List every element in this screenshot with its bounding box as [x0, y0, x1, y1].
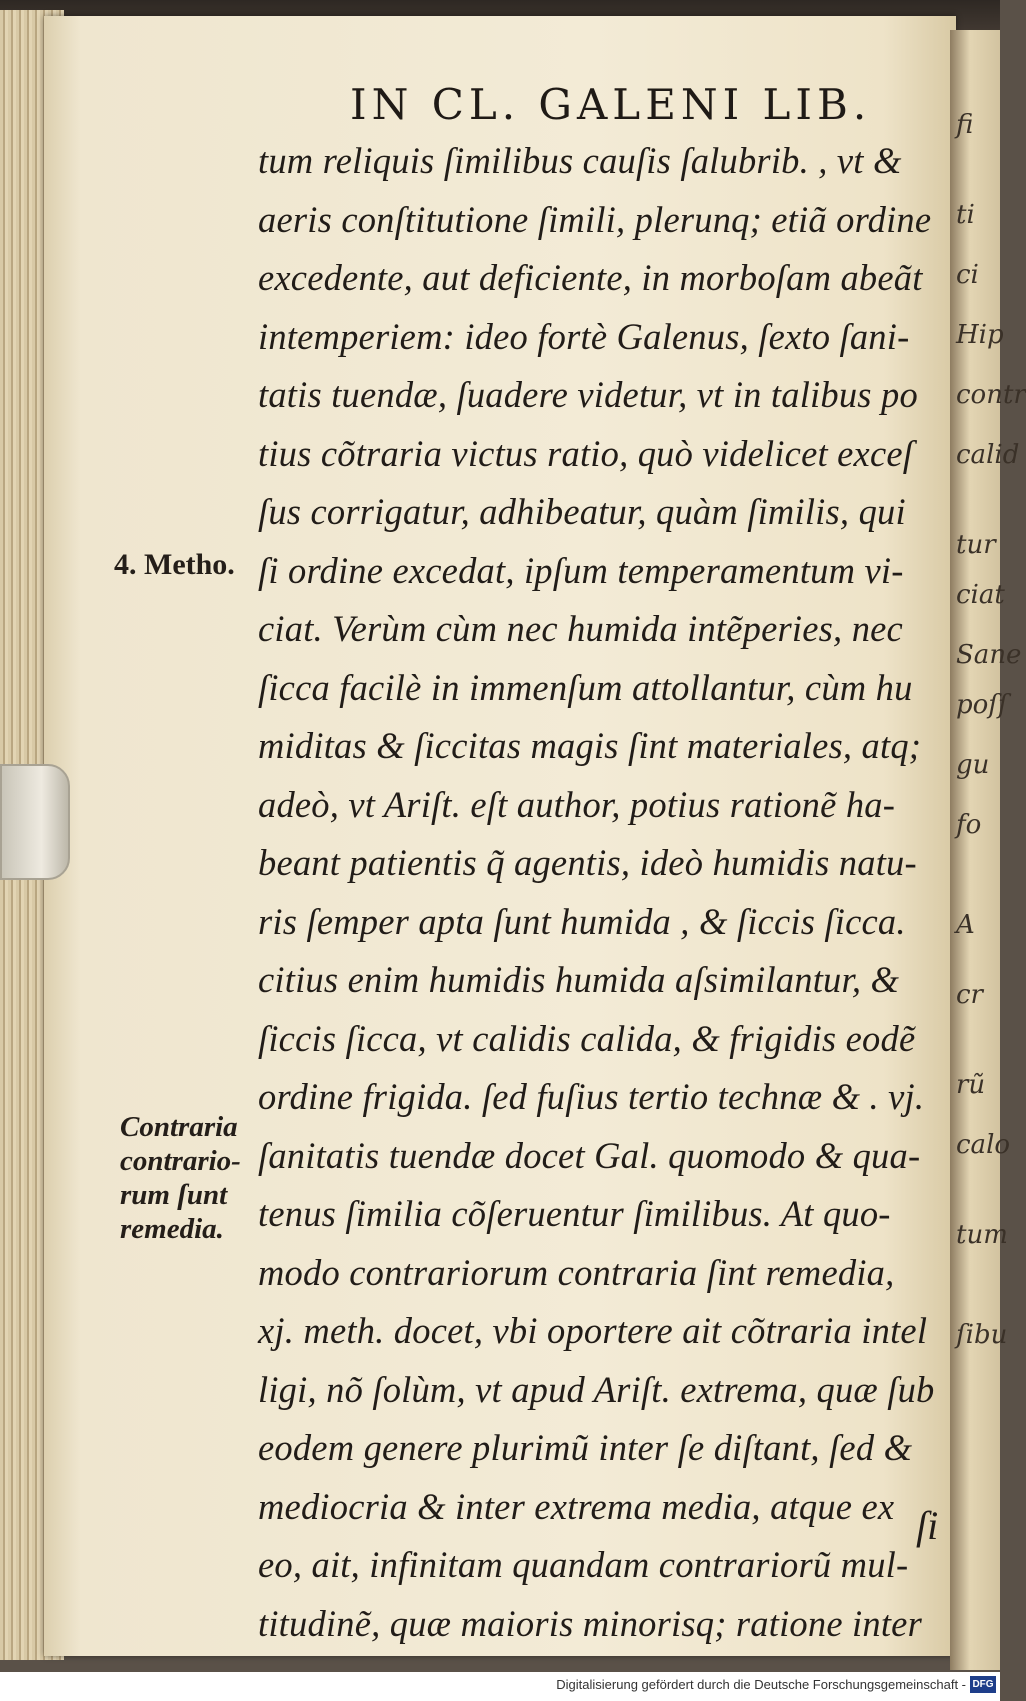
text-line: ligi, nõ ſolùm, vt apud Ariſt. extrema, quæ ſub [258, 1368, 935, 1410]
facing-page-fragment: Sane [956, 640, 1022, 670]
facing-page-fragment: A [956, 910, 975, 940]
facing-page-fragment: gu [956, 750, 990, 780]
text-line: intemperiem: ideo fortè Galenus, ſexto ſani- [258, 315, 910, 357]
facing-page-fragment: calid [956, 440, 1020, 470]
body-text [258, 132, 938, 1653]
text-line: tum reliquis ſimilibus cauſis ſalubrib. , vt & [258, 140, 902, 181]
facing-page-fragment: cr [956, 980, 983, 1010]
facing-page-fragment: ci [956, 260, 979, 290]
text-line: ordine frigida. ſed fuſius tertio technæ & . vj. [258, 1076, 925, 1117]
margin-note-line: Contraria [120, 1111, 238, 1143]
footer-credit: Digitalisierung gefördert durch die Deutsche Forschungsgemeinschaft - [556, 1677, 966, 1692]
margin-note-line: contrario- [120, 1145, 241, 1177]
text-line: ciat. Verùm cùm nec humida intẽperies, nec [258, 608, 903, 649]
margin-note-contraria [120, 1110, 241, 1246]
text-line: beant patientis q̃ agentis, ideò humidis natu- [258, 842, 917, 883]
running-header: IN CL. GALENI LIB. [350, 80, 872, 129]
facing-page-fragment: ciat [956, 580, 1005, 610]
dfg-logo-icon: DFG [970, 1676, 996, 1693]
facing-page-fragment: fo [956, 810, 982, 840]
text-line: titudinẽ, quæ maioris minorisq; ratione inter [258, 1602, 922, 1644]
facing-page-fragment: ti [956, 200, 975, 230]
facing-page-fragment: rũ [956, 1070, 986, 1100]
facing-page-fragment: fi [956, 110, 974, 140]
text-line: citius enim humidis humida aſsimilantur, & [258, 959, 900, 1000]
text-line: adeò, vt Ariſt. eſt author, potius rationẽ ha- [258, 783, 896, 825]
text-line: eodem genere plurimũ inter ſe diſtant, ſed & [258, 1427, 913, 1468]
text-line: aeris conſtitutione ſimili, plerunq; etiã ordine [258, 198, 932, 240]
facing-page-edge [950, 30, 1026, 1670]
facing-page-fragment: tur [956, 530, 996, 560]
margin-note-line: remedia. [120, 1213, 224, 1245]
text-line: mediocria & inter extrema media, atque ex [258, 1485, 895, 1527]
facing-page-fragment: tum [956, 1220, 1008, 1250]
text-line: miditas & ſiccitas magis ſint materiales, atq; [258, 725, 922, 766]
margin-note-line: rum ſunt [120, 1179, 228, 1211]
facing-page-fragment: ſibu [956, 1320, 1008, 1350]
facing-page-fragment: poſſ [956, 690, 1008, 720]
margin-note-method: 4. Metho. [114, 548, 235, 581]
text-line: ſanitatis tuendæ docet Gal. quomodo & qua- [258, 1134, 921, 1176]
text-line: xj. meth. docet, vbi oportere ait cõtraria intel [258, 1310, 928, 1351]
catchword: ſi [916, 1503, 939, 1548]
text-line: tatis tuendæ, ſuadere videtur, vt in talibus po [258, 374, 918, 415]
text-line: ſus corrigatur, adhibeatur, quàm ſimilis, qui [258, 491, 906, 532]
text-line: tius cõtraria victus ratio, quò videlicet exceſ [258, 432, 914, 474]
text-line: ris ſemper apta ſunt humida , & ſiccis ſicca. [258, 900, 906, 942]
facing-page-fragment: Hip [956, 320, 1004, 350]
book-clasp [0, 764, 70, 880]
text-line: ſiccis ſicca, vt calidis calida, & frigidis eodẽ [258, 1017, 916, 1059]
facing-page-fragment: contr [956, 380, 1026, 410]
text-line: tenus ſimilia cõſeruentur ſimilibus. At quo- [258, 1193, 891, 1234]
text-line: eo, ait, infinitam quandam contrariorũ mul- [258, 1544, 909, 1585]
text-line: ſicca facilè in immenſum attollantur, cùm hu [258, 666, 913, 708]
facing-page-fragment: calo [956, 1130, 1011, 1160]
text-line: ſi ordine excedat, ipſum temperamentum vi- [258, 549, 904, 591]
footer-bar [0, 1672, 1000, 1701]
text-line: modo contrariorum contraria ſint remedia, [258, 1251, 895, 1293]
text-line: excedente, aut deficiente, in morboſam abeãt [258, 257, 923, 298]
